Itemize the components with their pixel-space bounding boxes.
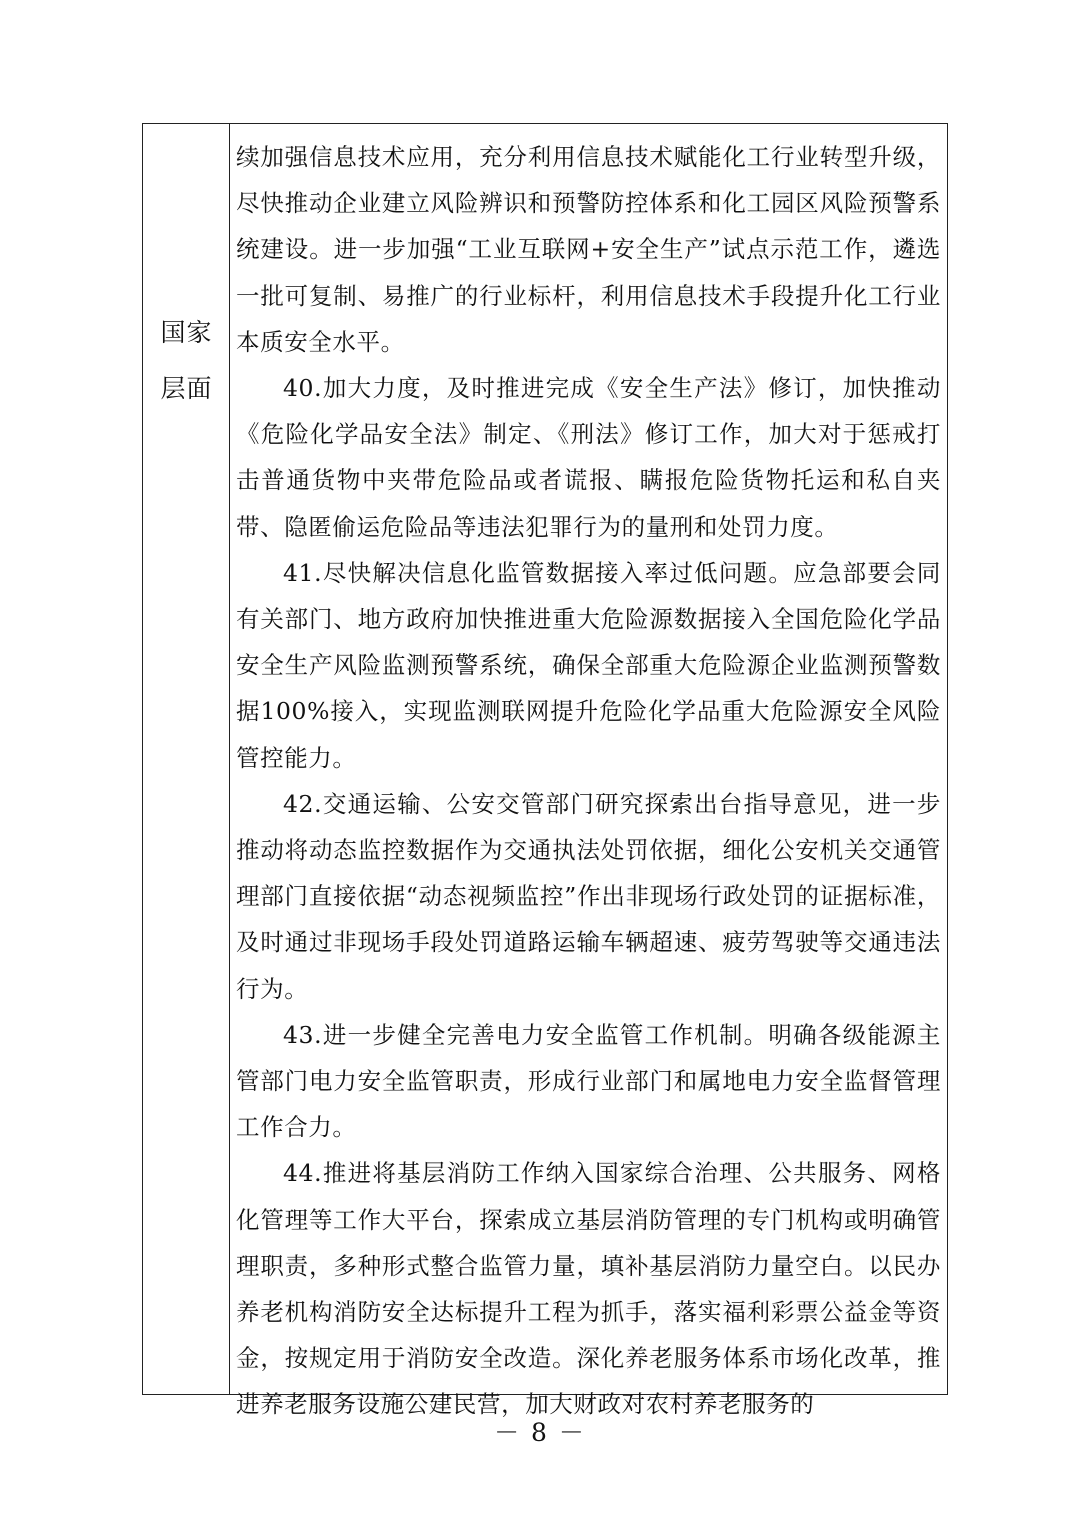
paragraph-item-42: 42.交通运输、公安交管部门研究探索出台指导意见，进一步推动将动态监控数据作为交通执法处罚依据，细化公安机关交通管理部门直接依据“动态视频监控”作出非现场行政处罚的证据标准，及时通过非现场手段处罚道路运输车辆超速、疲劳驾驶等交通违法行为。 [236,789,941,1003]
page-number: － 8 － [494,1418,586,1447]
table-right-cell [230,124,947,1419]
paragraph-item-44: 44.推进将基层消防工作纳入国家综合治理、公共服务、网格化管理等工作大平台，探索成立基层消防管理的专门机构或明确管理职责，多种形式整合监管力量，填补基层消防力量空白。以民办养老机构消防安全达标提升工程为抓手，落实福利彩票公益金等资金，按规定用于消防安全改造。深化养老服务体系市场化改革，推进养老服务设施公建民营，加大财政对农村养老服务的 [236,1159,941,1419]
level-label: 国家层面 [160,318,213,403]
paragraph-item-41: 41.尽快解决信息化监管数据接入率过低问题。应急部要会同有关部门、地方政府加快推进重大危险源数据接入全国危险化学品安全生产风险监测预警系统，确保全部重大危险源企业监测预警数据100%接入，实现监测联网提升危险化学品重大危险源安全风险管控能力。 [236,558,941,772]
content-table [142,123,948,1419]
paragraph-item-40: 40.加大力度，及时推进完成《安全生产法》修订，加快推动《危险化学品安全法》制定、《刑法》修订工作，加大对于惩戒打击普通货物中夹带危险品或者谎报、瞒报危险货物托运和私自夹带、隐匿偷运危险品等违法犯罪行为的量刑和处罚力度。 [236,374,941,541]
table-left-cell [143,124,230,1394]
paragraph-continuation: 续加强信息技术应用，充分利用信息技术赋能化工行业转型升级，尽快推动企业建立风险辨识和预警防控体系和化工园区风险预警系统建设。进一步加强“工业互联网+安全生产”试点示范工作，遴选一批可复制、易推广的行业标杆，利用信息技术手段提升化工行业本质安全水平。 [236,143,941,356]
paragraph-item-43: 43.进一步健全完善电力安全监管工作机制。明确各级能源主管部门电力安全监管职责，形成行业部门和属地电力安全监督管理工作合力。 [236,1020,941,1142]
